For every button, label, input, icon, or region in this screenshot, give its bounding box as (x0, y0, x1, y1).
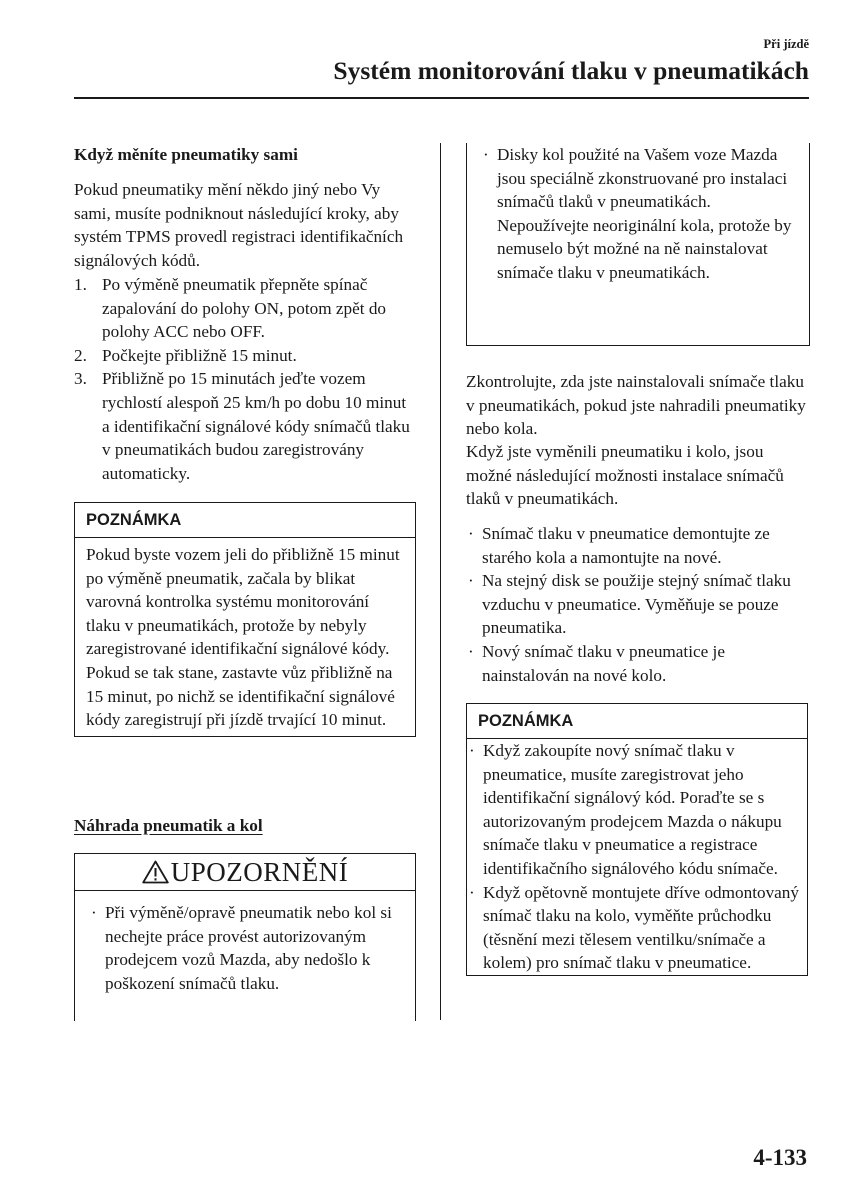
caution-list (75, 891, 415, 995)
check-paragraph: Zkontrolujte, zda jste nainstalovali snímače tlaku v pneumatikách, pokud jste nahradili pneumatiky nebo kola. (466, 372, 806, 439)
note-item-text: Když opětovně montujete dříve odmontovaný snímač tlaku na kolo, vyměňte průchodku (těsnění mezi tělesem ventilku/snímače a kolem) pro snímač tlaku v pneumatice. (483, 882, 799, 973)
step-number: 1. (74, 275, 87, 294)
replacement-heading: Náhrada pneumatik a kol (74, 816, 263, 835)
step-item (74, 273, 416, 344)
caution-item (481, 143, 801, 285)
caution-heading: UPOZORNĚNÍ (170, 857, 349, 887)
page-title: Systém monitorování tlaku v pneumatikách (333, 56, 809, 85)
caution-item-text: Disky kol použité na Vašem voze Mazda jsou speciálně zkonstruované pro instalaci snímačů tlaků v pneumatikách. Nepoužívejte neoriginální kola, protože by nemuselo být možné na ně nainstalovat snímače tlaku v pneumatikách. (497, 145, 792, 282)
step-item (74, 367, 416, 485)
bullet-dot: · (483, 145, 489, 164)
title-rule (74, 97, 809, 99)
caution-item (89, 901, 407, 995)
caution-continuation-list (467, 143, 809, 285)
step-text: Počkejte přibližně 15 minut. (102, 345, 297, 365)
step-number: 3. (74, 369, 87, 389)
step-text: Přibližně po 15 minutách jeďte vozem rychlostí alespoň 25 km/h po dobu 10 minut a identifikační signálové kódy snímačů tlaku v pneumatikách budou zaregistrovány automaticky. (102, 369, 410, 483)
note-list (467, 739, 807, 975)
note-heading: POZNÁMKA (75, 503, 415, 538)
step-item (74, 344, 416, 368)
steps-list (74, 273, 416, 485)
warning-triangle-icon (142, 860, 169, 884)
note-heading: POZNÁMKA (467, 704, 807, 739)
bullet-dot: · (469, 882, 475, 902)
page-number: 4-133 (753, 1145, 807, 1170)
options-list (466, 522, 808, 687)
option-item (466, 522, 808, 569)
options-paragraph: Když jste vyměnili pneumatiku i kolo, jsou možné následující možnosti instalace snímačů tlaků v pneumatikách. (466, 442, 784, 509)
caution-box (74, 853, 416, 1021)
note-item (467, 739, 807, 881)
section-label: Při jízdě (763, 37, 809, 51)
note-box (74, 502, 416, 737)
note-item (467, 881, 807, 975)
bullet-dot: · (468, 571, 474, 591)
option-text: Na stejný disk se použije stejný snímač tlaku vzduchu v pneumatice. Vyměňuje se pouze pneumatika. (482, 571, 791, 638)
self-change-heading: Když měníte pneumatiky sami (74, 145, 298, 164)
bullet-dot: · (469, 741, 475, 760)
caution-header (75, 854, 415, 891)
step-text: Po výměně pneumatik přepněte spínač zapalování do polohy ON, potom zpět do polohy ACC nebo OFF. (102, 275, 387, 342)
bullet-dot: · (468, 641, 474, 661)
self-change-intro: Pokud pneumatiky mění někdo jiný nebo Vy sami, musíte podniknout následující kroky, aby systém TPMS provedl registraci identifikačních signálových kódů. (74, 180, 404, 270)
caution-item-text: Při výměně/opravě pneumatik nebo kol si nechejte práce provést autorizovaným prodejcem vozů Mazda, aby nedošlo k poškození snímačů tlaku. (105, 903, 392, 993)
note-box (466, 703, 808, 976)
option-item (466, 569, 808, 640)
bullet-dot: · (468, 524, 474, 543)
note-body: Pokud byste vozem jeli do přibližně 15 minut po výměně pneumatik, začala by blikat varovná kontrolka systému monitorování tlaku v pneumatikách, protože by nebyly zaregistrované identifikační signálové kódy. Pokud se tak stane, zastavte vůz přibližně na 15 minut, po nichž se identifikační signálové kódy zaregistrují při jízdě trvající 10 minut. (86, 545, 400, 730)
step-number: 2. (74, 345, 87, 365)
option-item (466, 640, 808, 687)
option-text: Nový snímač tlaku v pneumatice je nainstalován na nové kolo. (482, 641, 725, 685)
option-text: Snímač tlaku v pneumatice demontujte ze starého kola a namontujte na nové. (482, 524, 770, 567)
column-divider (440, 143, 441, 1020)
bullet-dot: · (91, 903, 97, 922)
note-item-text: Když zakoupíte nový snímač tlaku v pneumatice, musíte zaregistrovat jeho identifikační signálový kód. Poraďte se s autorizovaným prodejcem Mazda o nákupu snímače tlaku v pneumatice a registrace identifikačního signálového kódu snímače. (483, 741, 782, 878)
caution-continuation-box (466, 143, 810, 346)
